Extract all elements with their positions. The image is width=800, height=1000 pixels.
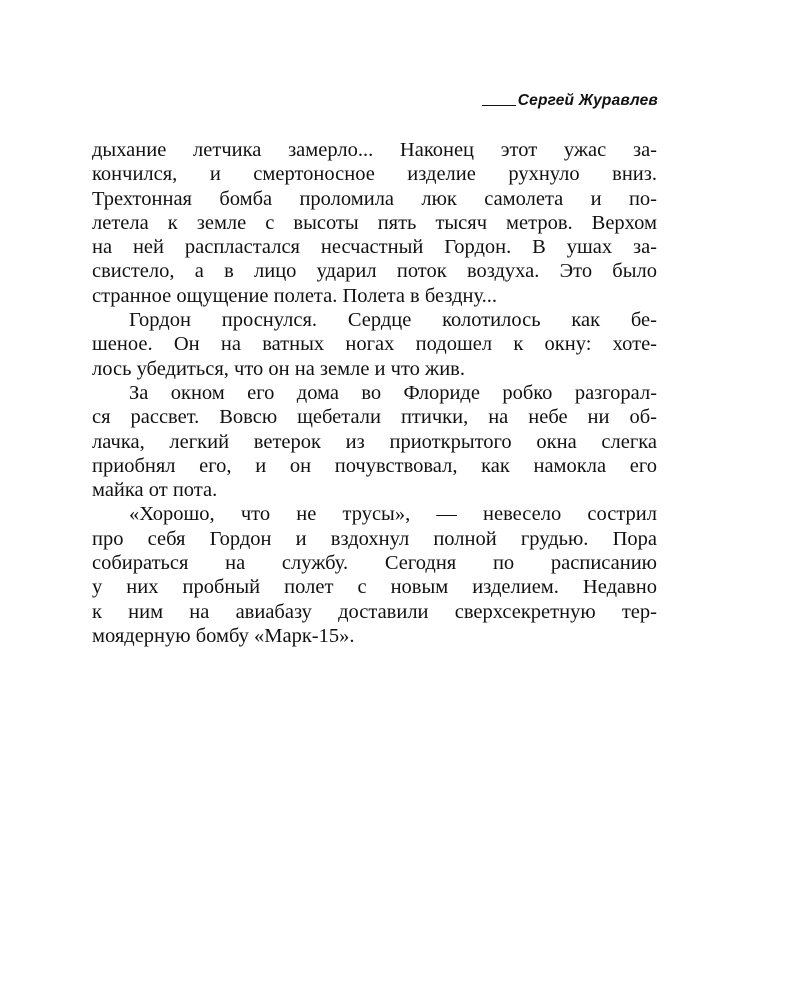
text-line: на ней распластался несчастный Гордон. В ушах за- (92, 236, 657, 259)
text-line: про себя Гордон и вздохнул полной грудью. Пора (92, 527, 657, 550)
text-line: Гордон проснулся. Сердце колотилось как бе- (129, 309, 657, 332)
header-author: Сергей Журавлев (517, 92, 658, 109)
text-line: шеное. Он на ватных ногах подошел к окну: хоте- (92, 333, 657, 356)
text-line: «Хорошо, что не трусы», — невесело сострил (129, 503, 657, 526)
header-rule (482, 105, 516, 106)
running-header (482, 92, 658, 110)
text-line: моядерную бомбу «Марк-15». (92, 624, 355, 647)
text-line: дыхание летчика замерло... Наконец этот ужас за- (92, 139, 657, 161)
text-line: майка от пота. (92, 479, 218, 502)
body-text (92, 138, 657, 648)
text-line: приобнял его, и он почувствовал, как намокла его (92, 454, 657, 477)
text-line: странное ощущение полета. Полета в бездну... (92, 284, 498, 307)
text-line: у них пробный полет с новым изделием. Недавно (92, 576, 657, 599)
text-line: к ним на авиабазу доставили сверхсекретную тер- (92, 600, 657, 623)
text-line: свистело, а в лицо ударил поток воздуха. Это было (92, 260, 657, 283)
text-line: летела к земле с высоты пять тысяч метров. Верхом (92, 211, 657, 234)
text-line: лось убедиться, что он на земле и что жив. (92, 357, 465, 380)
text-line: кончился, и смертоносное изделие рухнуло вниз. (92, 163, 657, 186)
text-line: За окном его дома во Флориде робко разгорал- (129, 381, 657, 404)
text-line: собираться на службу. Сегодня по расписанию (92, 552, 657, 575)
text-line: лачка, легкий ветерок из приоткрытого окна слегка (92, 430, 657, 453)
text-line: Трехтонная бомба проломила люк самолета и по- (92, 187, 657, 210)
text-line: ся рассвет. Вовсю щебетали птички, на небе ни об- (92, 406, 657, 429)
